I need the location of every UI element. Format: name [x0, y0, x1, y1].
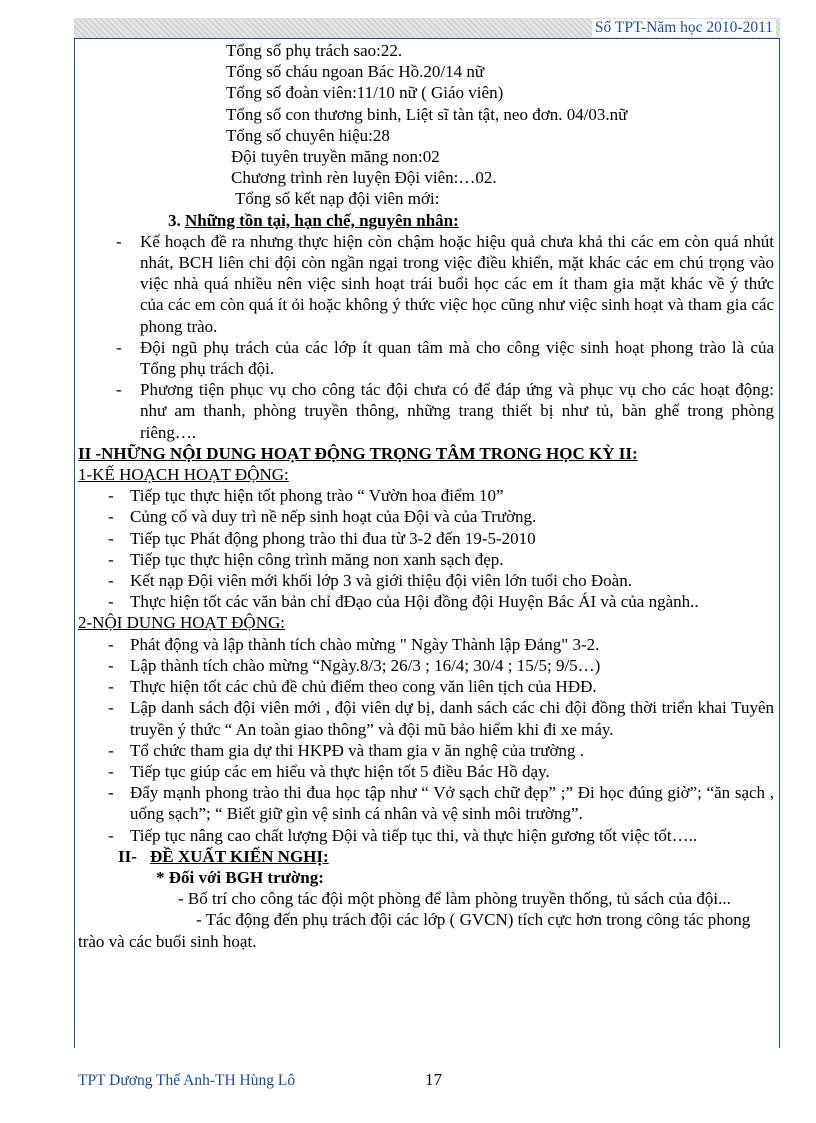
list-item [78, 549, 778, 570]
dash-bullet: - [108, 486, 114, 506]
list-item [78, 740, 778, 761]
list-item [78, 825, 778, 846]
list-item-text: Lập danh sách đội viên mới , đội viên dự bị, danh sách các chi đội đồng thời triển khai Tuyên truyền ý thức “ An toàn giao thông” và đội mũ bảo hiểm khi đi xe máy. [130, 698, 774, 739]
list-item [78, 782, 778, 824]
list-item [78, 634, 778, 655]
stats-list [78, 40, 778, 210]
list-item-text: Tiếp tục nâng cao chất lượng Đội và tiếp tục thi, và thực hiện gương tốt việc tốt….. [130, 825, 698, 845]
dash-bullet: - [108, 698, 114, 718]
proposal-item: - Bố trí cho công tác đội một phòng để làm phòng truyền thống, tủ sách của đội... [178, 889, 731, 909]
stat-line: Tổng số con thương binh, Liệt sĩ tàn tật, neo đơn. 04/03.nữ [226, 104, 628, 124]
dash-bullet: - [108, 549, 114, 569]
dash-bullet: - [108, 528, 114, 548]
dash-bullet: - [116, 337, 122, 357]
list-item-text: Thực hiện tốt các văn bản chỉ đĐạo của Hội đồng đội Huyện Bác ÁI và của ngành.. [130, 592, 699, 612]
list-item [78, 379, 778, 443]
list-item-text: Tiếp tục thực hiện tốt phong trào “ Vườn hoa điểm 10” [130, 486, 504, 506]
dash-bullet: - [108, 571, 114, 591]
list-item-text: Tổ chức tham gia dự thi HKPĐ và tham gia v ăn nghệ của trường . [130, 740, 584, 760]
section-3-list [78, 231, 778, 443]
list-item [78, 591, 778, 612]
dash-bullet: - [108, 634, 114, 654]
dash-bullet: - [108, 507, 114, 527]
section-3-number: 3. [168, 210, 181, 230]
stat-line: Tổng số chuyên hiệu:28 [226, 125, 390, 145]
stat-line: Chương trình rèn luyện Đội viên:…02. [231, 168, 497, 188]
list-item-text: Tiếp tục Phát động phong trào thi đua từ 3-2 đến 19-5-2010 [130, 528, 536, 548]
header-title: Sổ TPT-Năm học 2010-2011 [592, 19, 776, 37]
dash-bullet: - [108, 677, 114, 697]
proposals-title: ĐỀ XUẤT KIẾN NGHỊ: [150, 846, 329, 866]
header-band [74, 18, 780, 39]
stat-line: Tổng số phụ trách sao:22. [226, 41, 403, 60]
proposals-heading [78, 846, 778, 867]
proposals-subtitle: * Đối với BGH trường: [156, 867, 324, 887]
dash-bullet: - [108, 592, 114, 612]
dash-bullet: - [108, 783, 114, 803]
dash-bullet: - [116, 380, 122, 400]
section-3-title: Những tồn tại, hạn chế, nguyên nhân: [185, 210, 459, 230]
proposals-label: II- [118, 846, 137, 866]
list-item-text: Đẩy mạnh phong trào thi đua học tập như “ Vở sạch chữ đẹp” ;” Đi học đúng giờ”; “ăn sạch , uống sạch”; “ Biết giữ gìn vệ sinh cá nhân và vệ sinh môi trường”. [130, 783, 774, 824]
list-item-text: Kết nạp Đội viên mới khối lớp 3 và giới thiệu đội viên lớn tuổi cho Đoàn. [130, 571, 632, 591]
list-item [78, 676, 778, 697]
part-2-title: II -NHỮNG NỘI DUNG HOẠT ĐỘNG TRỌNG TÂM TRONG HỌC KỲ II: [78, 443, 638, 463]
stat-line: Tổng số đoàn viên:11/10 nữ ( Giáo viên) [226, 83, 504, 103]
stat-line: Tổng số cháu ngoan Bác Hồ.20/14 nữ [226, 62, 485, 82]
dash-bullet: - [108, 740, 114, 760]
list-item [78, 506, 778, 527]
document-body [78, 40, 778, 952]
list-item [78, 337, 778, 379]
proposal-item: - Tác động đến phụ trách đội các lớp ( GVCN) tích cực hơn trong công tác phong trào và các buổi sinh hoạt. [78, 910, 751, 951]
list-item [78, 485, 778, 506]
plan-title: 1-KẾ HOẠCH HOẠT ĐỘNG: [78, 465, 289, 485]
list-item [78, 231, 778, 337]
list-item [78, 655, 778, 676]
dash-bullet: - [108, 825, 114, 845]
list-item-text: Đội ngũ phụ trách của các lớp ít quan tâm mà cho công việc sinh hoạt phong trào là của Tổng phụ trách đội. [140, 337, 774, 379]
footer-author: TPT Dương Thế Anh-TH Hùng Lô [78, 1072, 296, 1089]
section-3-heading [78, 210, 778, 231]
list-item-text: Lập thành tích chào mừng “Ngày.8/3; 26/3 ; 16/4; 30/4 ; 15/5; 9/5…) [130, 655, 601, 675]
stat-line: Đội tuyên truyền măng non:02 [231, 147, 440, 167]
stat-line: Tổng số kết nạp đội viên mới: [235, 189, 440, 209]
list-item-text: Phương tiện phục vụ cho công tác đội chưa có để đáp ứng và phục vụ cho các hoạt động: như am thanh, phòng truyền thông, những trang thiết bị như tủ, bàn ghế trong phòng riêng…. [140, 380, 774, 442]
list-item [78, 570, 778, 591]
list-item-text: Thực hiện tốt các chủ đề chủ điểm theo cong văn liên tịch của HĐĐ. [130, 677, 597, 697]
page-number: 17 [425, 1070, 442, 1089]
list-item-text: Tiếp tục giúp các em hiểu và thực hiện tốt 5 điều Bác Hồ dạy. [130, 761, 550, 781]
dash-bullet: - [116, 231, 122, 251]
list-item [78, 528, 778, 549]
list-item [78, 761, 778, 782]
content-title: 2-NỘI DUNG HOẠT ĐỘNG: [78, 613, 285, 633]
list-item [78, 697, 778, 739]
dash-bullet: - [108, 761, 114, 781]
dash-bullet: - [108, 655, 114, 675]
content-list [78, 634, 778, 846]
list-item-text: Tiếp tục thực hiện công trình măng non xanh sạch đẹp. [130, 549, 504, 569]
list-item-text: Kế hoạch đề ra nhưng thực hiện còn chậm hoặc hiệu quả chưa khả thi các em còn quá nhút nhát, BCH liên chi đội còn ngần ngại trong việc điều khiển, mặt khác các em chú trọng vào việc nhà quá nhiều nên việc sinh hoạt trái buổi học các em ít tham gia mặt khác về ý thức của các em còn quá ít ỏi hoặc không ý thức việc học cũng như việc sinh hoạt và tham gia các phong trào. [140, 231, 774, 336]
list-item-text: Phát động và lập thành tích chào mừng " Ngày Thành lập Đảng" 3-2. [130, 634, 600, 654]
list-item-text: Củng cố và duy trì nề nếp sinh hoạt của Đội và của Trường. [130, 507, 537, 527]
plan-list [78, 485, 778, 612]
